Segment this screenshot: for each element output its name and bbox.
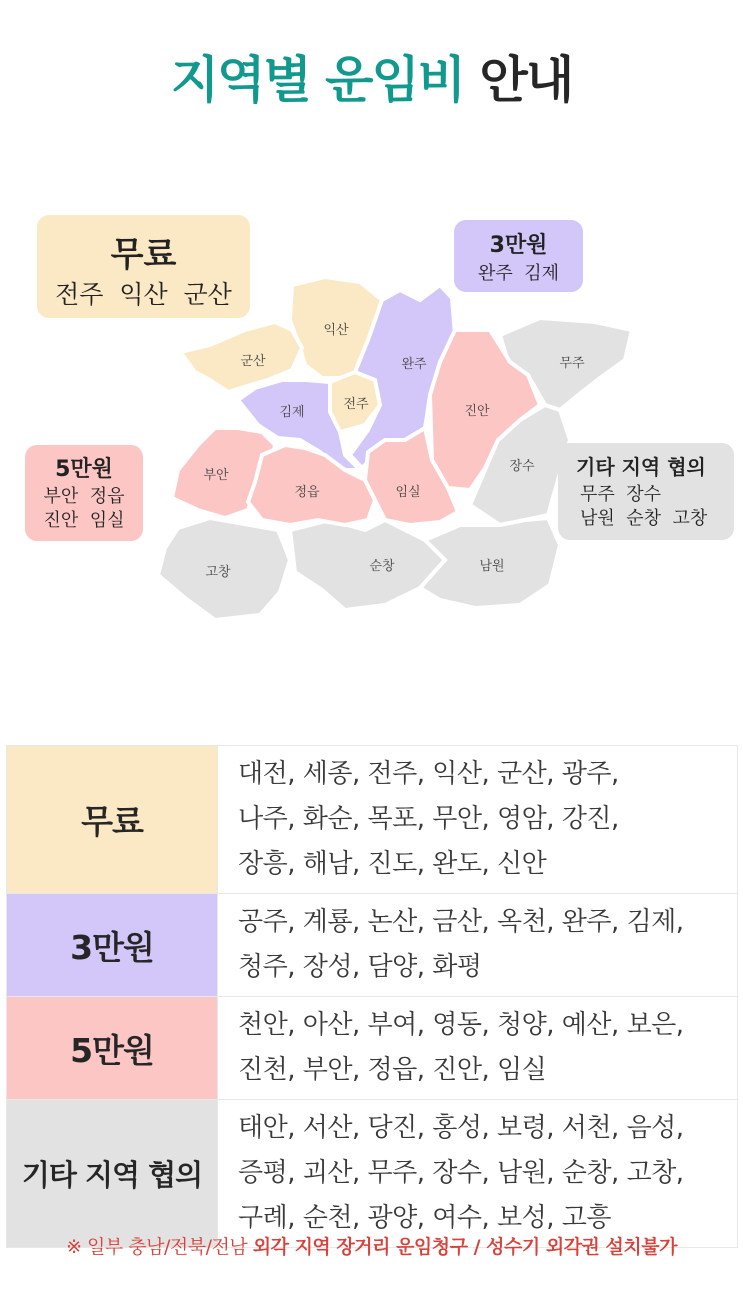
callout-tier5-line1: 부안 정읍 [43,486,125,507]
tier-cell-5man: 5만원 [7,997,218,1100]
tier-cell-free: 무료 [7,746,218,894]
regions-line: 공주, 계룡, 논산, 금산, 옥천, 완주, 김제, [238,907,684,937]
regions-line: 천안, 아산, 부여, 영동, 청양, 예산, 보은, [238,1010,684,1040]
regions-line: 증평, 괴산, 무주, 장수, 남원, 순창, 고창, [238,1158,684,1188]
map-label-wanju: 완주 [401,357,427,372]
regions-line: 나주, 화순, 목포, 무안, 영암, 강진, [238,804,619,834]
tier-cell-other: 기타 지역 협의 [7,1100,218,1248]
regions-cell-3man [218,894,738,997]
map-label-sunchang: 순창 [369,559,395,574]
regions-line: 진천, 부안, 정읍, 진안, 임실 [238,1055,547,1085]
regions-line: 대전, 세종, 전주, 익산, 군산, 광주, [238,759,619,789]
callout-tier3-head: 3만원 [489,233,548,258]
table-row [7,746,738,894]
footnote [0,1232,743,1259]
map-region-sunchang [290,520,445,610]
regions-line: 장흥, 해남, 진도, 완도, 신안 [238,849,547,879]
callout-other [558,443,734,540]
table-row [7,894,738,997]
page-title [0,40,743,112]
callout-other-head: 기타 지역 협의 [576,455,706,479]
map-label-gunsan: 군산 [240,354,266,369]
regions-cell-5man [218,997,738,1100]
callout-other-line2: 남원 순창 고창 [580,508,708,530]
map-label-jinan: 진안 [464,404,490,419]
map-label-jangsu: 장수 [509,459,535,474]
regions-line: 구례, 순천, 광양, 여수, 보성, 고흥 [238,1203,612,1233]
map-label-jeonju: 전주 [343,397,369,412]
callout-free-body: 전주 익산 군산 [55,280,232,309]
table-row [7,997,738,1100]
map-label-iksan: 익산 [323,323,349,338]
map-label-gochang: 고창 [205,565,231,580]
page-title-plain: 안내 [479,51,573,109]
map-label-namwon: 남원 [479,559,505,574]
callout-tier3-body: 완주 김제 [478,263,559,284]
table-row [7,1100,738,1248]
callout-free [37,215,250,318]
tier-cell-3man: 3만원 [7,894,218,997]
callout-tier5 [25,445,143,541]
callout-tier5-head: 5만원 [55,457,113,482]
footnote-bold: 외각 지역 장거리 운임청구 / 성수기 외각권 설치불가 [252,1236,677,1258]
rate-table [6,745,738,1248]
callout-tier3 [454,220,583,292]
map-label-imsil: 임실 [395,485,421,500]
regions-line: 청주, 장성, 담양, 화평 [238,952,482,982]
callout-tier5-line2: 진안 임실 [43,510,125,532]
regions-line: 태안, 서산, 당진, 홍성, 보령, 서천, 음성, [238,1113,684,1143]
map-label-muju: 무주 [559,356,585,371]
regions-cell-free [218,746,738,894]
map-label-jeongeup: 정읍 [294,485,320,500]
regions-cell-other [218,1100,738,1248]
callout-free-head: 무료 [110,235,177,275]
footnote-normal: ※ 일부 충남/전북/전남 [66,1236,253,1258]
map-label-gimje: 김제 [279,405,305,420]
callout-other-line1: 무주 장수 [580,484,661,505]
map-label-buan: 부안 [203,468,229,483]
page-title-accent: 지역별 운임비 [170,51,465,109]
